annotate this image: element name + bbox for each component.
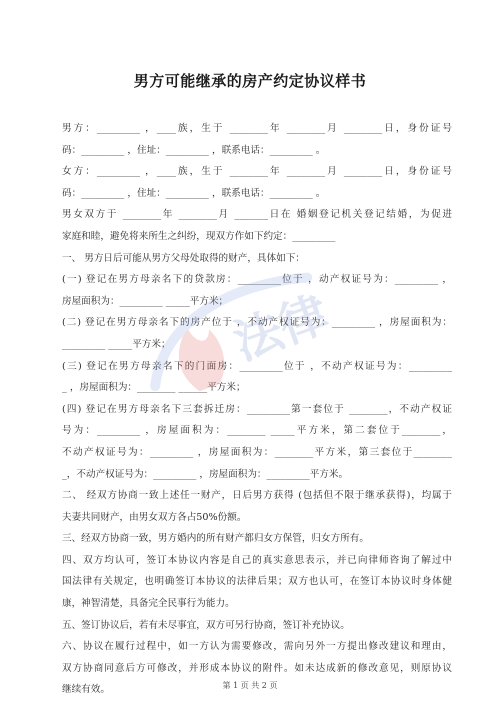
clause-line: (一) 登记在男方母亲名下的贷款房：_________位于 ，动产权证号为：_________ ，: [62, 274, 452, 286]
clause-line: 号为：_________ ，房屋面积为：________ _____平方米，第二套位于________，: [62, 425, 452, 437]
clause-line: (二) 登记在男方母亲名下的房产位于 ，不动产权证号为：_________ ，房屋面积为：: [62, 317, 452, 329]
clause-line: 五、签订协议后，若有未尽事宜，双方可另行协商，签订补充协议。: [62, 619, 350, 631]
clause-line: 家庭和睦，避免将来所生之纠纷，现双方作如下约定：_________: [62, 230, 336, 242]
clause-line: 二、 经双方协商一致上述任一财产，日后男方获得 (包括但不限于继承获得)，均属于: [62, 490, 452, 502]
clause-line: 继续有效。: [62, 684, 110, 696]
clause-line: 双方协商同意后方可修改，并形成本协议的附件。如未达成新的修改意见，则原协议: [62, 662, 452, 674]
clause-line: 六、协议在履行过程中，如一方认为需要修改，需向另外一方提出修改建议和理由，: [62, 641, 452, 653]
clause-line: 男女双方于 ________年 ________月 _______日在 婚姻登记机关登记结婚，为促进: [62, 209, 452, 221]
document-title: 男方可能继承的房产约定协议样书: [133, 72, 367, 90]
clause-line: 四、双方均认可，签订本协议内容是自己的真实意思表示，并已向律师咨询了解过中: [62, 554, 452, 566]
clause-line: 女方：_________ ，____族，生于 ________年 ________月 ________日，身份证号: [62, 166, 452, 178]
clause-line: 三、经双方协商一致，男方婚内的所有财产都归女方保管，归女方所有。: [62, 533, 369, 545]
clause-line: 一、 男方日后可能从男方父母处取得的财产，具体如下：: [62, 252, 305, 264]
clause-line: (四) 登记在男方母亲名下三套拆迁房：_________第一套位于 ________，不动产权证: [62, 403, 452, 415]
document-body: [62, 118, 452, 701]
page-footer: 第 1 页 共 2 页: [222, 681, 278, 690]
clause-line: 夫妻共同财产，由男女双方各占50%份额。: [62, 511, 247, 523]
clause-line: 码：_________ ，住址：_________ ，联系电话：_________ 。: [62, 187, 326, 199]
watermark-text: 法律: [226, 285, 336, 372]
clause-line: 不动产权证号为：_________ ，房屋面积为：________平方米，第三套位于________: [62, 446, 452, 458]
clause-line: 康，神智清楚，具备完全民事行为能力。: [62, 598, 235, 610]
clause-line: _ ，房屋面积为：________ ______平方米；: [62, 382, 246, 394]
clause-line: (三) 登记在男方母亲名下的门面房：_________位于 ，不动产权证号为：_________: [62, 360, 452, 372]
clause-line: 男方：_________ ，____族，生于 ________年 ________月 ________日，身份证号: [62, 123, 452, 134]
clause-line: _，不动产权证号为：_________ ，房屋面积为：_________平方米。: [62, 468, 349, 480]
clause-line: 国法律有关规定，也明确签订本协议的法律后果；双方也认可，在签订本协议时身体健: [62, 576, 452, 588]
clause-line: _________ _____平方米；: [62, 338, 171, 350]
clause-line: 房屋面积为：_________ _____平方米；: [62, 295, 229, 307]
clause-line: 码：_________ ，住址：_________ ，联系电话：_________ 。: [62, 144, 326, 156]
